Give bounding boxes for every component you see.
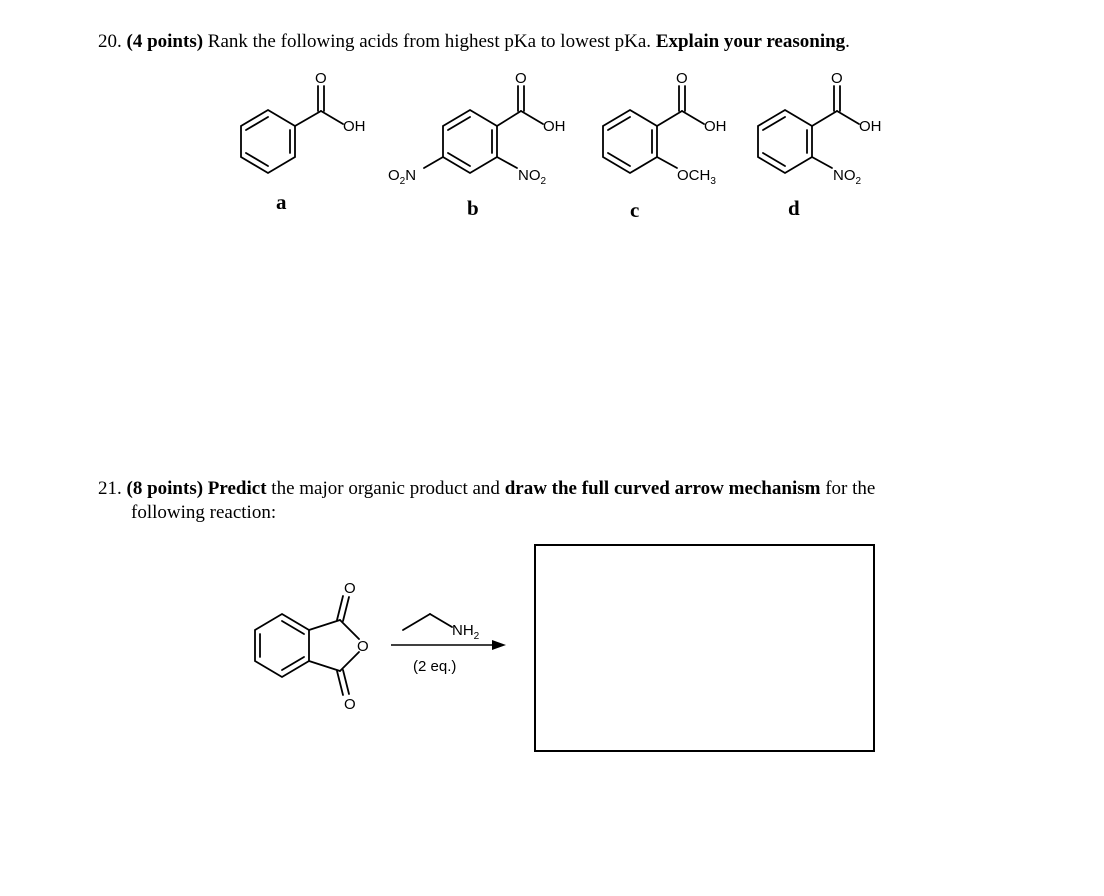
methoxy-label: $OCH_3$	[677, 167, 716, 187]
question-points: (8 points)	[126, 478, 204, 499]
molecule-d	[758, 70, 882, 187]
question-points: (4 points)	[126, 31, 204, 52]
carbonyl-o-label: O	[315, 70, 327, 87]
question-number: 21.	[98, 478, 122, 499]
acid-oh-label: OH	[543, 118, 566, 135]
question-punct: .	[845, 31, 850, 52]
molecule-label-d: d	[788, 196, 800, 220]
acid-oh-label: OH	[343, 118, 366, 135]
molecule-c	[603, 70, 727, 187]
acid-oh-label: OH	[704, 118, 727, 135]
ring-o-label: O	[357, 638, 369, 655]
question-text-line2: following reaction:	[131, 502, 277, 523]
molecule-b	[388, 70, 566, 187]
nitro-label: $NO_2$	[833, 167, 862, 187]
phthalic-anhydride	[255, 580, 369, 713]
ethylamine-label: $NH_2$	[452, 622, 480, 642]
answer-box[interactable]	[534, 544, 875, 752]
question-emphasis: Explain your reasoning	[655, 31, 846, 52]
question-bold-mechanism: draw the full curved arrow mechanism	[504, 478, 821, 499]
question-text-end: for the	[825, 478, 876, 499]
carbonyl-o-label: O	[831, 70, 843, 87]
question-text: the major organic product and	[271, 478, 500, 499]
carbonyl-o-bottom-label: O	[344, 696, 356, 713]
molecule-a	[241, 70, 366, 173]
carbonyl-o-label: O	[676, 70, 688, 87]
carbonyl-o-label: O	[515, 70, 527, 87]
question-bold-predict: Predict	[207, 478, 267, 499]
carbonyl-o-top-label: O	[344, 580, 356, 597]
acid-oh-label: OH	[859, 118, 882, 135]
nitro-right-label: $NO_2$	[518, 167, 547, 187]
reaction-arrow-group	[391, 614, 506, 675]
arrow-head-icon	[492, 640, 506, 650]
question-21	[98, 477, 998, 525]
molecule-label-a: a	[276, 190, 287, 214]
nitro-left-label: $O_2N$	[388, 167, 417, 187]
question-text: Rank the following acids from highest pKa to lowest pKa.	[207, 31, 652, 52]
question-number: 20.	[98, 31, 122, 52]
molecule-label-c: c	[630, 198, 640, 222]
molecule-label-b: b	[467, 196, 479, 220]
equivalents-label: (2 eq.)	[413, 658, 457, 675]
